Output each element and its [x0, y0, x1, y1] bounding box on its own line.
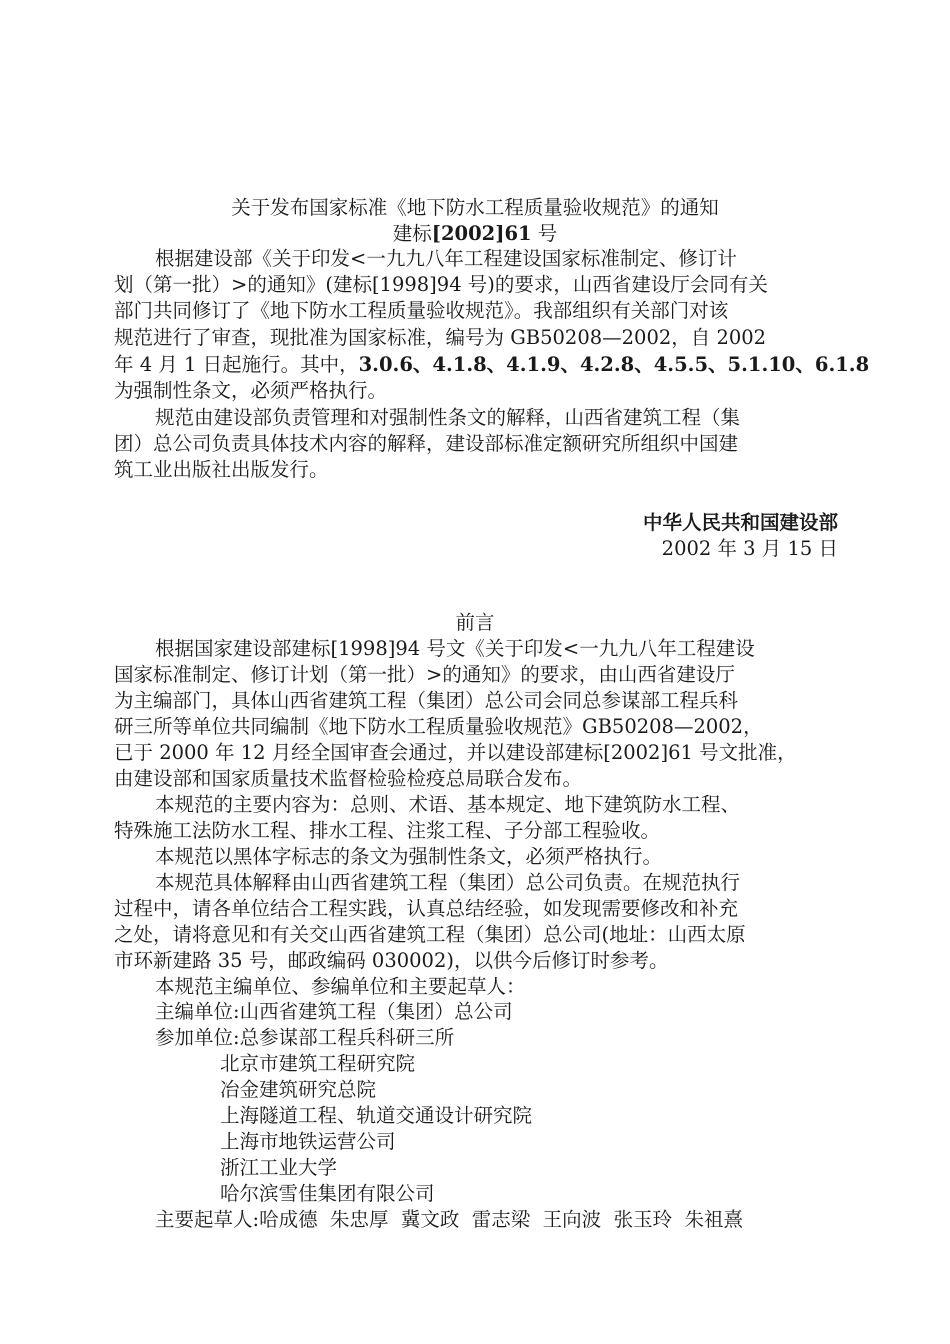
participant-unit: 浙江工业大学 — [220, 1156, 338, 1179]
notice-paragraph-1-line — [114, 352, 869, 378]
preface-paragraph-1-line: 研三所等单位共同编制《地下防水工程质量验收规范》GB50208—2002， — [114, 715, 763, 738]
notice-paragraph-1-line: 为强制性条文，必须严格执行。 — [114, 379, 388, 402]
notice-paragraph-1-line: 部门共同修订了《地下防水工程质量验收规范》。我部组织有关部门对该 — [114, 299, 729, 322]
notice-paragraph-1-line: 规范进行了审查，现批准为国家标准，编号为 GB50208—2002，自 2002 — [114, 326, 767, 349]
preface-paragraph-3: 本规范以黑体字标志的条文为强制性条文，必须严格执行。 — [155, 845, 663, 868]
participant-unit: 上海隧道工程、轨道交通设计研究院 — [220, 1104, 533, 1127]
notice-doc-number — [0, 221, 950, 247]
notice-paragraph-2-line: 筑工业出版社出版发行。 — [114, 458, 329, 481]
chief-unit-line — [155, 999, 513, 1025]
participants-line — [155, 1025, 454, 1051]
notice-paragraph-2-line: 团）总公司负责具体技术内容的解释，建设部标准定额研究所组织中国建 — [114, 432, 739, 455]
doc-number-code: [2002]61 — [431, 222, 532, 245]
preface-paragraph-4-line: 市环新建路 35 号，邮政编码 030002)，以供今后修订时参考。 — [114, 949, 669, 972]
notice-paragraph-1-line: 根据建设部《关于印发<一九九八年工程建设国家标准制定、修订计 — [155, 247, 737, 270]
notice-title: 关于发布国家标准《地下防水工程质量验收规范》的通知 — [231, 196, 719, 219]
preface-paragraph-1-line: 根据国家建设部建标[1998]94 号文《关于印发<一九九八年工程建设 — [155, 637, 755, 660]
drafters-label: 主要起草人: — [155, 1208, 260, 1231]
preface-paragraph-4-line: 本规范具体解释由山西省建筑工程（集团）总公司负责。在规范执行 — [155, 871, 741, 894]
participants-label: 参加单位: — [155, 1026, 240, 1049]
participant-unit: 总参谋部工程兵科研三所 — [239, 1026, 455, 1049]
participant-unit: 上海市地铁运营公司 — [220, 1130, 396, 1153]
preface-paragraph-2-line: 本规范的主要内容为：总则、术语、基本规定、地下建筑防水工程、 — [155, 793, 741, 816]
notice-date: 2002 年 3 月 15 日 — [661, 537, 838, 560]
preface-paragraph-4-line: 之处，请将意见和有关交山西省建筑工程（集团）总公司(地址：山西太原 — [114, 923, 746, 946]
preface-title: 前言 — [455, 611, 495, 634]
chief-unit-name: 山西省建筑工程（集团）总公司 — [239, 1000, 513, 1023]
drafters-names: 哈成德 朱忠厚 冀文政 雷志梁 王向波 张玉玲 朱祖熹 — [259, 1208, 743, 1231]
notice-paragraph-2-line: 规范由建设部负责管理和对强制性条文的解释，山西省建筑工程（集 — [155, 406, 741, 429]
participant-unit: 冶金建筑研究总院 — [220, 1078, 377, 1101]
preface-paragraph-4-line: 过程中，请各单位结合工程实践，认真总结经验，如发现需要修改和补充 — [114, 897, 739, 920]
doc-number-suffix: 号 — [531, 222, 558, 245]
preface-paragraph-2-line: 特殊施工法防水工程、排水工程、注浆工程、子分部工程验收。 — [114, 819, 661, 842]
participant-unit: 哈尔滨雪佳集团有限公司 — [220, 1182, 435, 1205]
preface-paragraph-1-line: 为主编部门，具体山西省建筑工程（集团）总公司会同总参谋部工程兵科 — [114, 689, 739, 712]
preface-paragraph-5: 本规范主编单位、参编单位和主要起草人： — [155, 975, 526, 998]
preface-paragraph-1-line: 国家标准制定、修订计划（第一批）>的通知》的要求，由山西省建设厅 — [114, 663, 735, 686]
signer: 中华人民共和国建设部 — [642, 511, 838, 534]
preface-paragraph-1-line: 由建设部和国家质量技术监督检验检疫总局联合发布。 — [114, 767, 583, 790]
notice-paragraph-1-line: 划（第一批）>的通知》(建标[1998]94 号)的要求，山西省建设厅会同有关 — [114, 273, 768, 296]
participant-unit: 北京市建筑工程研究院 — [220, 1052, 416, 1075]
doc-number-prefix: 建标 — [392, 222, 432, 245]
preface-paragraph-1-line: 已于 2000 年 12 月经全国审查会通过，并以建设部建标[2002]61 号文批准， — [114, 741, 797, 764]
drafters-line — [155, 1207, 743, 1233]
chief-unit-label: 主编单位: — [155, 1000, 240, 1023]
mandatory-clauses: 3.0.6、4.1.8、4.1.9、4.2.8、4.5.5、5.1.10、6.1.8 — [358, 353, 870, 376]
effective-date-text: 年 4 月 1 日起施行。其中， — [114, 353, 359, 376]
